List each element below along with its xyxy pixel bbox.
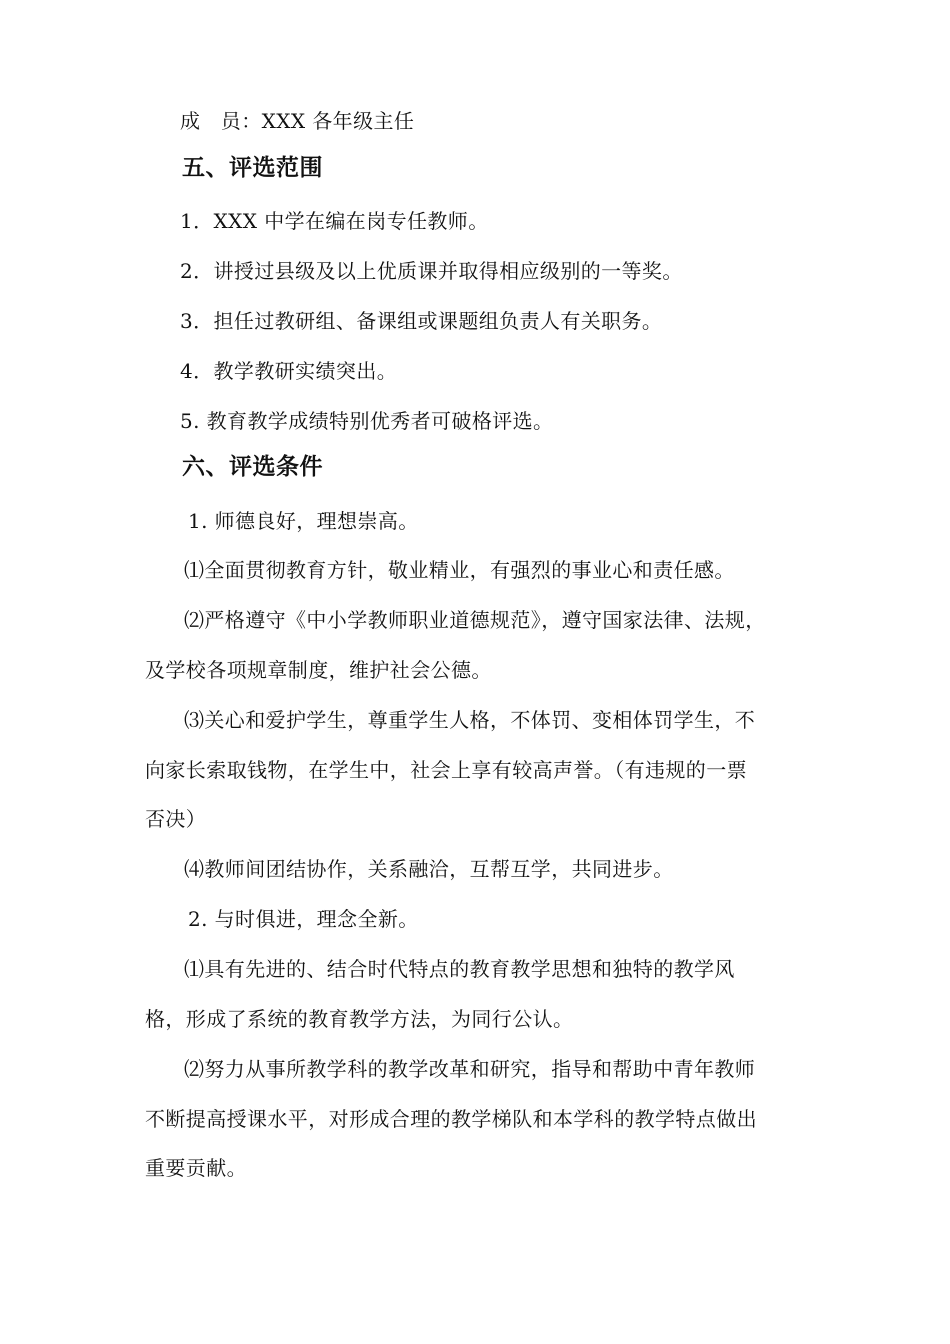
condition-1-item-3: ⑶关心和爱护学生，尊重学生人格，不体罚、变相体罚学生，不 [184,708,756,732]
condition-1-title: 1. 师德良好，理想崇高。 [188,509,419,533]
scope-item-2: 2．讲授过县级及以上优质课并取得相应级别的一等奖。 [180,259,683,283]
section-five-heading: 五、评选范围 [182,155,323,181]
members-line: 成 员：XXX 各年级主任 [180,109,415,133]
condition-2-item-1: ⑴具有先进的、结合时代特点的教育教学思想和独特的教学风 [184,957,735,981]
condition-2-item-2-cont: 不断提高授课水平，对形成合理的教学梯队和本学科的教学特点做出 [145,1107,757,1131]
condition-1-item-2-cont: 及学校各项规章制度，维护社会公德。 [145,658,492,682]
condition-1-item-4: ⑷教师间团结协作，关系融洽，互帮互学，共同进步。 [184,857,674,881]
condition-1-item-1: ⑴全面贯彻教育方针，敬业精业，有强烈的事业心和责任感。 [184,558,735,582]
condition-2-item-1-cont: 格，形成了系统的教育教学方法，为同行公认。 [145,1007,574,1031]
condition-1-item-3-cont-2: 否决） [145,807,207,831]
condition-1-item-3-cont: 向家长索取钱物，在学生中，社会上享有较高声誉。（有违规的一票 [145,758,747,782]
condition-2-title: 2. 与时俱进，理念全新。 [188,907,419,931]
scope-item-5: 5. 教育教学成绩特别优秀者可破格评选。 [180,409,554,433]
scope-item-1: 1．XXX 中学在编在岗专任教师。 [180,209,489,233]
condition-2-item-2: ⑵努力从事所教学科的教学改革和研究，指导和帮助中青年教师 [184,1057,756,1081]
section-six-heading: 六、评选条件 [182,454,323,480]
scope-item-4: 4．教学教研实绩突出。 [180,359,398,383]
condition-2-item-2-cont-2: 重要贡献。 [145,1156,247,1180]
condition-1-item-2: ⑵严格遵守《中小学教师职业道德规范》，遵守国家法律、法规， [184,608,766,632]
scope-item-3: 3．担任过教研组、备课组或课题组负责人有关职务。 [180,309,663,333]
